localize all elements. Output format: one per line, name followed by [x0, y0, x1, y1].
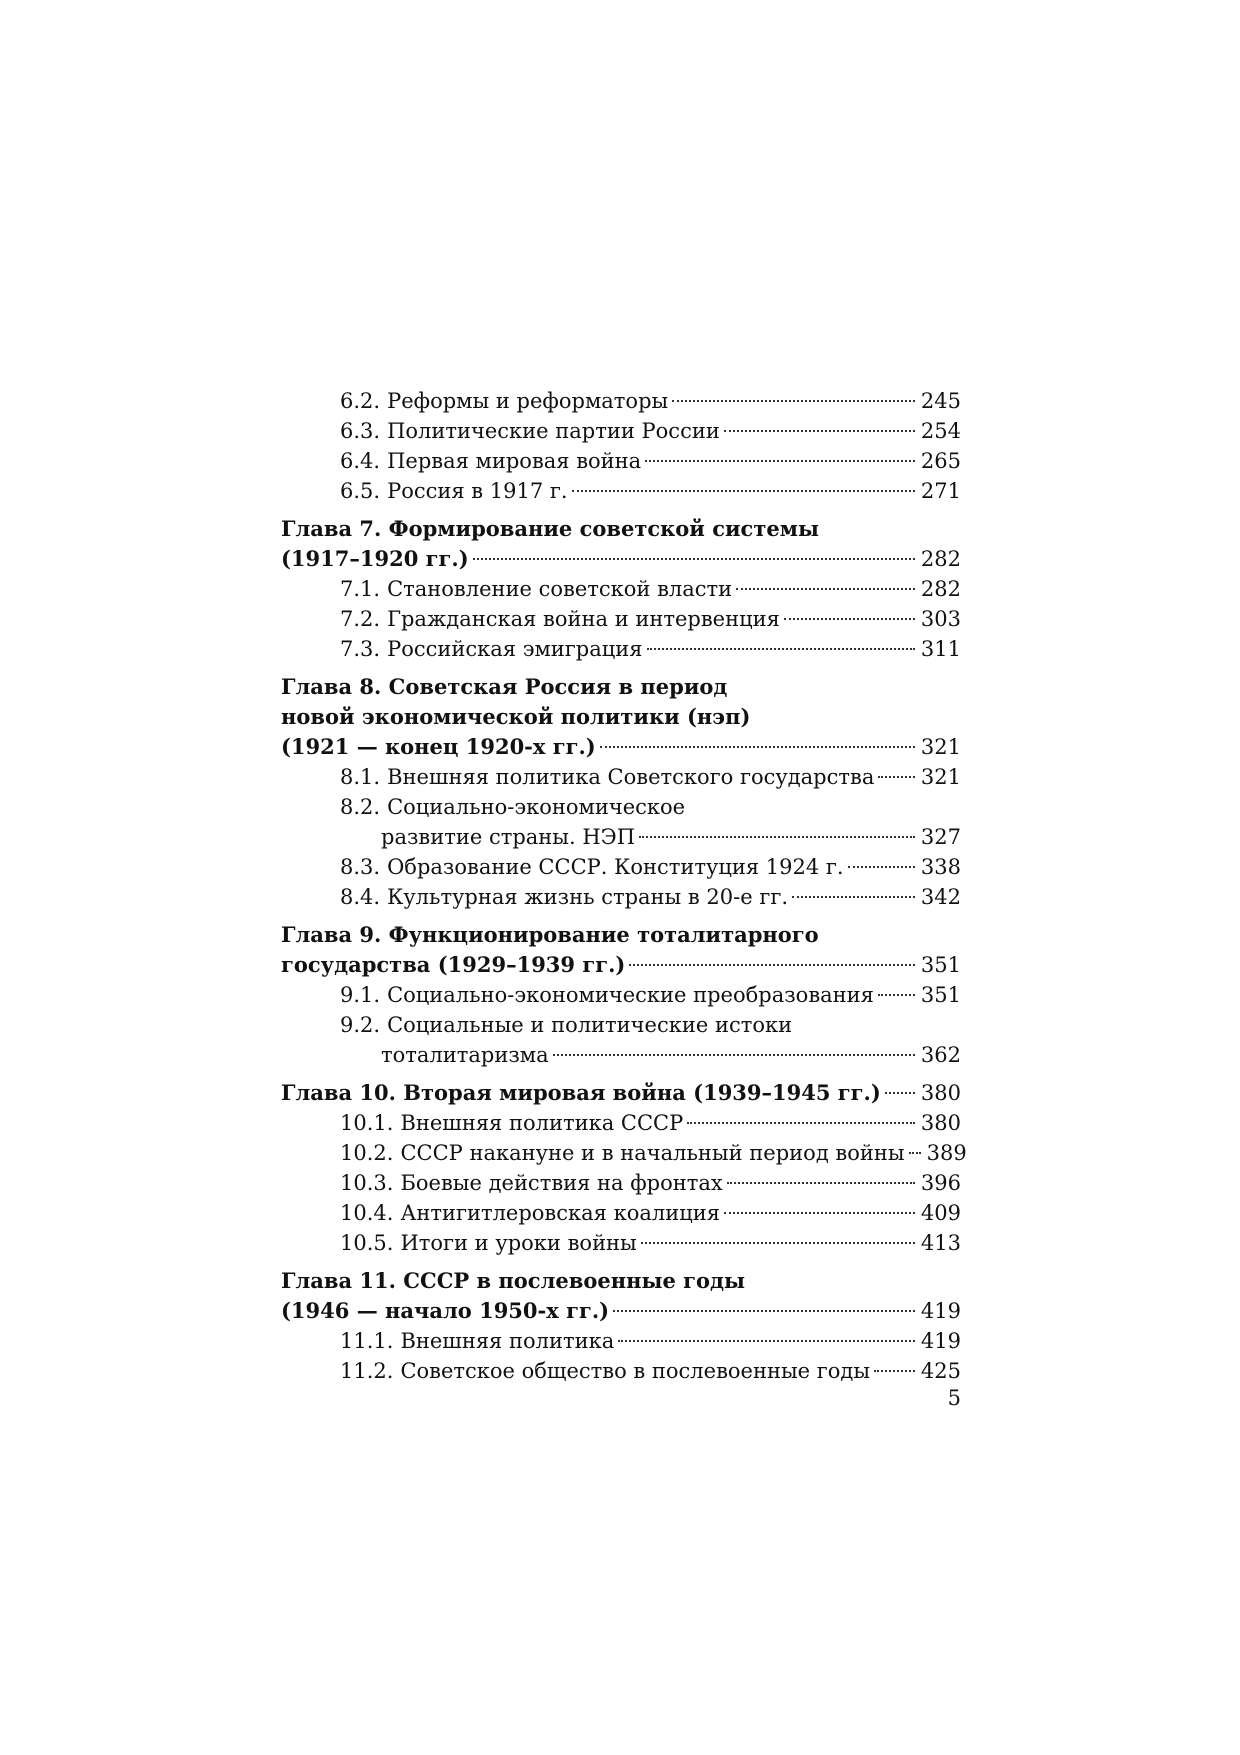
section-title: Первая мировая война	[387, 449, 642, 473]
section-number: 9.2.	[340, 1013, 381, 1037]
page-ref: 271	[920, 479, 961, 503]
section-title: Антигитлеровская коалиция	[400, 1201, 720, 1225]
dot-leader	[672, 400, 915, 402]
toc-chapter	[281, 672, 961, 912]
chapter-title: (1946 — начало 1950-х гг.)	[281, 1298, 610, 1323]
section-title: Итоги и уроки войны	[400, 1231, 637, 1255]
page-ref: 351	[920, 983, 961, 1007]
section-number: 10.5.	[340, 1231, 394, 1255]
section-number: 8.1.	[340, 765, 381, 789]
section-title: Политические партии России	[387, 419, 720, 443]
dot-leader	[641, 1242, 915, 1244]
dot-leader	[613, 1310, 915, 1312]
section-title: СССР накануне и в начальный период войны	[400, 1141, 905, 1165]
section-number: 8.3.	[340, 855, 381, 879]
section-title: Советское общество в послевоенные годы	[400, 1359, 871, 1383]
page-ref: 380	[920, 1081, 961, 1105]
page-ref: 380	[920, 1111, 961, 1135]
toc-section-group	[281, 386, 961, 506]
section-entry	[281, 1010, 961, 1040]
section-entry	[281, 882, 961, 912]
section-number: 10.3.	[340, 1171, 394, 1195]
section-title: Российская эмиграция	[387, 637, 643, 661]
section-entry	[281, 1228, 961, 1258]
section-title: Социально-экономическое	[387, 795, 686, 819]
page-ref: 321	[920, 735, 961, 759]
section-title: Реформы и реформаторы	[387, 389, 669, 413]
section-title: Становление советской власти	[387, 577, 733, 601]
section-entry	[281, 1356, 961, 1386]
section-entry	[281, 1168, 961, 1198]
chapter-title-line	[281, 732, 961, 762]
section-title: Боевые действия на фронтах	[400, 1171, 723, 1195]
dot-leader	[553, 1054, 915, 1056]
page-ref: 321	[920, 765, 961, 789]
dot-leader	[600, 746, 915, 748]
section-number: 6.2.	[340, 389, 381, 413]
dot-leader	[727, 1182, 915, 1184]
chapter-title: Глава 10. Вторая мировая война (1939–1945 гг.)	[281, 1080, 881, 1105]
section-number: 6.3.	[340, 419, 381, 443]
chapter-title: (1917–1920 гг.)	[281, 546, 469, 571]
section-entry	[281, 386, 961, 416]
section-number: 6.4.	[340, 449, 381, 473]
dot-leader	[724, 430, 915, 432]
chapter-title: новой экономической политики (нэп)	[281, 704, 751, 729]
section-entry	[281, 604, 961, 634]
chapter-title-line	[281, 1078, 961, 1108]
toc-chapter	[281, 514, 961, 664]
page-ref: 327	[920, 825, 961, 849]
dot-leader	[736, 588, 915, 590]
dot-leader	[874, 1370, 915, 1372]
dot-leader	[473, 558, 915, 560]
section-number: 6.5.	[340, 479, 381, 503]
dot-leader	[639, 836, 915, 838]
dot-leader	[647, 648, 915, 650]
page-ref: 425	[920, 1359, 961, 1383]
section-entry	[281, 1138, 967, 1168]
dot-leader	[792, 896, 915, 898]
section-entry	[281, 1198, 961, 1228]
dot-leader	[687, 1122, 915, 1124]
section-title: Культурная жизнь страны в 20-е гг.	[387, 885, 789, 909]
section-entry	[281, 476, 961, 506]
page-ref: 351	[920, 953, 961, 977]
section-title: Образование СССР. Конституция 1924 г.	[387, 855, 844, 879]
chapter-title-line	[281, 544, 961, 574]
section-entry	[281, 574, 961, 604]
page-ref: 303	[920, 607, 961, 631]
chapter-title: Глава 8. Советская Россия в период	[281, 674, 728, 699]
section-title: тоталитаризма	[381, 1043, 549, 1067]
section-number: 10.2.	[340, 1141, 394, 1165]
section-number: 7.1.	[340, 577, 381, 601]
chapter-title-line	[281, 950, 961, 980]
page-ref: 396	[920, 1171, 961, 1195]
chapter-title: (1921 — конец 1920-х гг.)	[281, 734, 596, 759]
section-entry	[281, 1040, 961, 1070]
page-ref: 409	[920, 1201, 961, 1225]
chapter-title: Глава 7. Формирование советской системы	[281, 516, 820, 541]
section-number: 7.2.	[340, 607, 381, 631]
section-title: развитие страны. НЭП	[381, 825, 636, 849]
section-entry	[281, 852, 961, 882]
dot-leader	[784, 618, 915, 620]
dot-leader	[878, 994, 915, 996]
page-ref: 413	[920, 1231, 961, 1255]
section-entry	[281, 1326, 961, 1356]
chapter-title-line	[281, 702, 961, 732]
section-number: 11.1.	[340, 1329, 394, 1353]
section-number: 9.1.	[340, 983, 381, 1007]
chapter-title-line	[281, 672, 961, 702]
section-number: 10.1.	[340, 1111, 394, 1135]
page-ref: 311	[920, 637, 961, 661]
section-number: 8.4.	[340, 885, 381, 909]
section-title: Внешняя политика СССР	[400, 1111, 684, 1135]
section-title: Россия в 1917 г.	[387, 479, 568, 503]
section-entry	[281, 792, 961, 822]
section-entry	[281, 1108, 961, 1138]
page-ref: 265	[920, 449, 961, 473]
dot-leader	[909, 1152, 921, 1154]
section-entry	[281, 446, 961, 476]
chapter-title: государства (1929–1939 гг.)	[281, 952, 626, 977]
page-ref: 419	[920, 1329, 961, 1353]
section-title: Социальные и политические истоки	[387, 1013, 793, 1037]
page-ref: 389	[926, 1141, 967, 1165]
chapter-title: Глава 9. Функционирование тоталитарного	[281, 922, 819, 947]
section-entry	[281, 634, 961, 664]
page-ref: 245	[920, 389, 961, 413]
section-title: Внешняя политика Советского государства	[387, 765, 875, 789]
page-ref: 419	[920, 1299, 961, 1323]
toc-chapter	[281, 920, 961, 1070]
page-ref: 338	[920, 855, 961, 879]
section-number: 8.2.	[340, 795, 381, 819]
chapter-title-line	[281, 920, 961, 950]
section-number: 7.3.	[340, 637, 381, 661]
chapter-title-line	[281, 514, 961, 544]
chapter-title-line	[281, 1296, 961, 1326]
section-title: Социально-экономические преобразования	[387, 983, 874, 1007]
dot-leader	[572, 490, 915, 492]
section-title: Гражданская война и интервенция	[387, 607, 780, 631]
chapter-title-line	[281, 1266, 961, 1296]
page-ref: 282	[920, 547, 961, 571]
section-number: 11.2.	[340, 1359, 394, 1383]
table-of-contents	[281, 386, 967, 1386]
section-entry	[281, 416, 961, 446]
toc-chapter	[281, 1078, 967, 1258]
page-ref: 342	[920, 885, 961, 909]
dot-leader	[878, 776, 915, 778]
dot-leader	[629, 964, 915, 966]
dot-leader	[848, 866, 915, 868]
section-entry	[281, 822, 961, 852]
dot-leader	[885, 1092, 915, 1094]
page-number: 5	[947, 1386, 961, 1410]
dot-leader	[618, 1340, 915, 1342]
section-entry	[281, 762, 961, 792]
page-ref: 282	[920, 577, 961, 601]
section-entry	[281, 980, 961, 1010]
toc-chapter	[281, 1266, 961, 1386]
section-number: 10.4.	[340, 1201, 394, 1225]
page-ref: 254	[920, 419, 961, 443]
section-title: Внешняя политика	[400, 1329, 615, 1353]
page-ref: 362	[920, 1043, 961, 1067]
chapter-title: Глава 11. СССР в послевоенные годы	[281, 1268, 746, 1293]
dot-leader	[645, 460, 915, 462]
dot-leader	[724, 1212, 915, 1214]
